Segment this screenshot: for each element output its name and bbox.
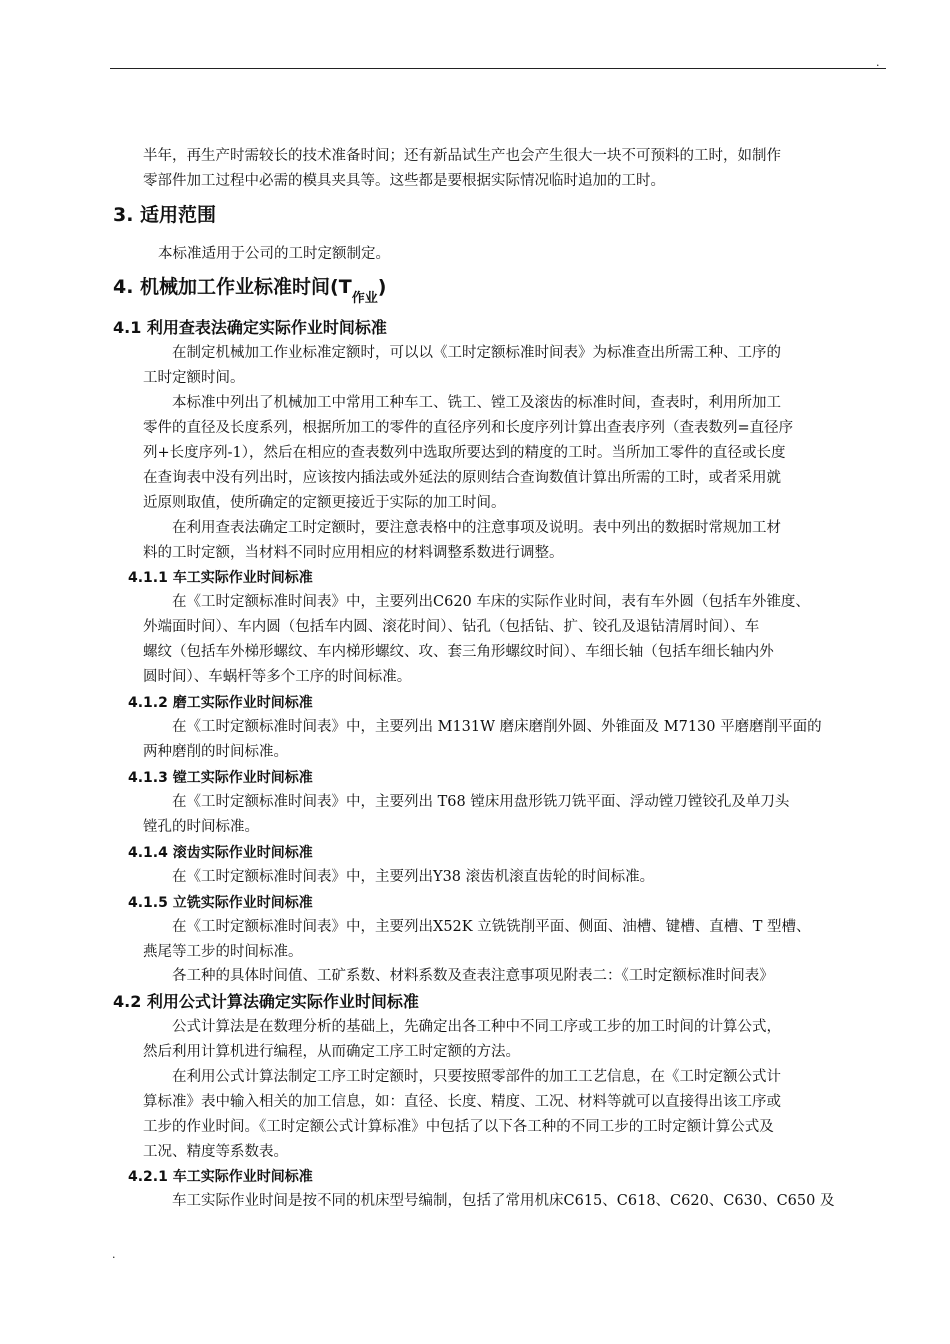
s41-p2-line-2: 零件的直径及长度系列，根据所加工的零件的直径序列和长度序列计算出查表序列（查表数列=直径序 [143, 420, 794, 436]
s411-line-3: 螺纹（包括车外梯形螺纹、车内梯形螺纹、攻、套三角形螺纹时间）、车细长轴（包括车细长轴内外 [143, 644, 774, 660]
s412-line-1: 在《工时定额标准时间表》中，主要列出 M131W 磨床磨削外圆、外锥面及 M7130 平磨磨削平面的 [172, 719, 822, 735]
s41-p1-line-1: 在制定机械加工作业标准定额时，可以以《工时定额标准时间表》为标准查出所需工种、工序的 [172, 345, 781, 361]
s41-p2-line-1: 本标准中列出了机械加工中常用工种车工、铣工、镗工及滚齿的标准时间，查表时，利用所加工 [172, 395, 781, 411]
section-4-1-3-heading: 4.1.3 镗工实际作业时间标准 [128, 770, 313, 786]
s415-note: 各工种的具体时间值、工矿系数、材料系数及查表注意事项见附表二：《工时定额标准时间表》 [172, 968, 774, 984]
s41-p2-line-3: 列+长度序列-1），然后在相应的查表数列中选取所要达到的精度的工时。当所加工零件的直径或长度 [143, 445, 786, 461]
s42-p2-line-4: 工况、精度等系数表。 [143, 1144, 288, 1160]
s42-p2-line-2: 算标准》表中输入相关的加工信息，如：直径、长度、精度、工况、材料等就可以直接得出该工序或 [143, 1094, 781, 1110]
section-4-1-1-heading: 4.1.1 车工实际作业时间标准 [128, 570, 313, 586]
s421-line-1: 车工实际作业时间是按不同的机床型号编制，包括了常用机床C615、C618、C620、C630、C650 及 [172, 1193, 835, 1209]
s41-p3-line-2: 料的工时定额，当材料不同时应用相应的材料调整系数进行调整。 [143, 545, 564, 561]
s412-line-2: 两种磨削的时间标准。 [143, 744, 288, 760]
s411-line-1: 在《工时定额标准时间表》中，主要列出C620 车床的实际作业时间，表有车外圆（包括车外锥度、 [172, 594, 810, 610]
s414-line-1: 在《工时定额标准时间表》中，主要列出Y38 滚齿机滚直齿轮的时间标准。 [172, 869, 655, 885]
header-mark: . [876, 56, 880, 69]
s42-p1-line-2: 然后利用计算机进行编程，从而确定工序工时定额的方法。 [143, 1044, 520, 1060]
section-4-1-heading: 4.1 利用查表法确定实际作业时间标准 [113, 318, 387, 337]
section-4-1-5-heading: 4.1.5 立铣实际作业时间标准 [128, 895, 313, 911]
section-4-close: ) [377, 276, 387, 298]
section-3-heading: 3. 适用范围 [113, 204, 217, 226]
intro-line-2: 零部件加工过程中必需的模具夹具等。这些都是要根据实际情况临时追加的工时。 [143, 173, 665, 189]
section-4-heading [113, 272, 386, 306]
s411-line-4: 圆时间）、车蜗杆等多个工序的时间标准。 [143, 669, 412, 685]
section-3-text: 本标准适用于公司的工时定额制定。 [158, 246, 390, 262]
footer-mark: . [112, 1248, 116, 1261]
section-4-2-heading: 4.2 利用公式计算法确定实际作业时间标准 [113, 992, 419, 1011]
s413-line-1: 在《工时定额标准时间表》中，主要列出 T68 镗床用盘形铣刀铣平面、浮动镗刀镗铰孔及单刀头 [172, 794, 790, 810]
s41-p3-line-1: 在利用查表法确定工时定额时，要注意表格中的注意事项及说明。表中列出的数据时常规加工材 [172, 520, 781, 536]
s42-p2-line-1: 在利用公式计算法制定工序工时定额时，只要按照零部件的加工工艺信息，在《工时定额公式计 [172, 1069, 781, 1085]
s411-line-2: 外端面时间）、车内圆（包括车内圆、滚花时间）、钻孔（包括钻、扩、铰孔及退钻清屑时间）、车 [143, 619, 760, 635]
s41-p2-line-5: 近原则取值，使所确定的定额更接近于实际的加工时间。 [143, 495, 506, 511]
section-4-subscript: 作业 [351, 291, 378, 306]
section-4-title: 4. 机械加工作业标准时间(T [113, 276, 352, 298]
s41-p1-line-2: 工时定额时间。 [143, 370, 245, 386]
s41-p2-line-4: 在查询表中没有列出时，应该按内插法或外延法的原则结合查询数值计算出所需的工时，或者采用就 [143, 470, 781, 486]
section-4-1-4-heading: 4.1.4 滚齿实际作业时间标准 [128, 845, 313, 861]
section-4-1-2-heading: 4.1.2 磨工实际作业时间标准 [128, 695, 313, 711]
section-4-2-1-heading: 4.2.1 车工实际作业时间标准 [128, 1169, 313, 1185]
s415-line-2: 燕尾等工步的时间标准。 [143, 944, 303, 960]
s413-line-2: 镗孔的时间标准。 [143, 819, 259, 835]
s42-p1-line-1: 公式计算法是在数理分析的基础上，先确定出各工种中不同工序或工步的加工时间的计算公式， [172, 1019, 781, 1035]
intro-line-1: 半年，再生产时需较长的技术准备时间；还有新品试生产也会产生很大一块不可预料的工时，如制作 [143, 148, 781, 164]
s415-line-1: 在《工时定额标准时间表》中，主要列出X52K 立铣铣削平面、侧面、油槽、键槽、直槽、T 型槽、 [172, 919, 811, 935]
s42-p2-line-3: 工步的作业时间。《工时定额公式计算标准》中包括了以下各工种的不同工步的工时定额计算公式及 [143, 1119, 774, 1135]
